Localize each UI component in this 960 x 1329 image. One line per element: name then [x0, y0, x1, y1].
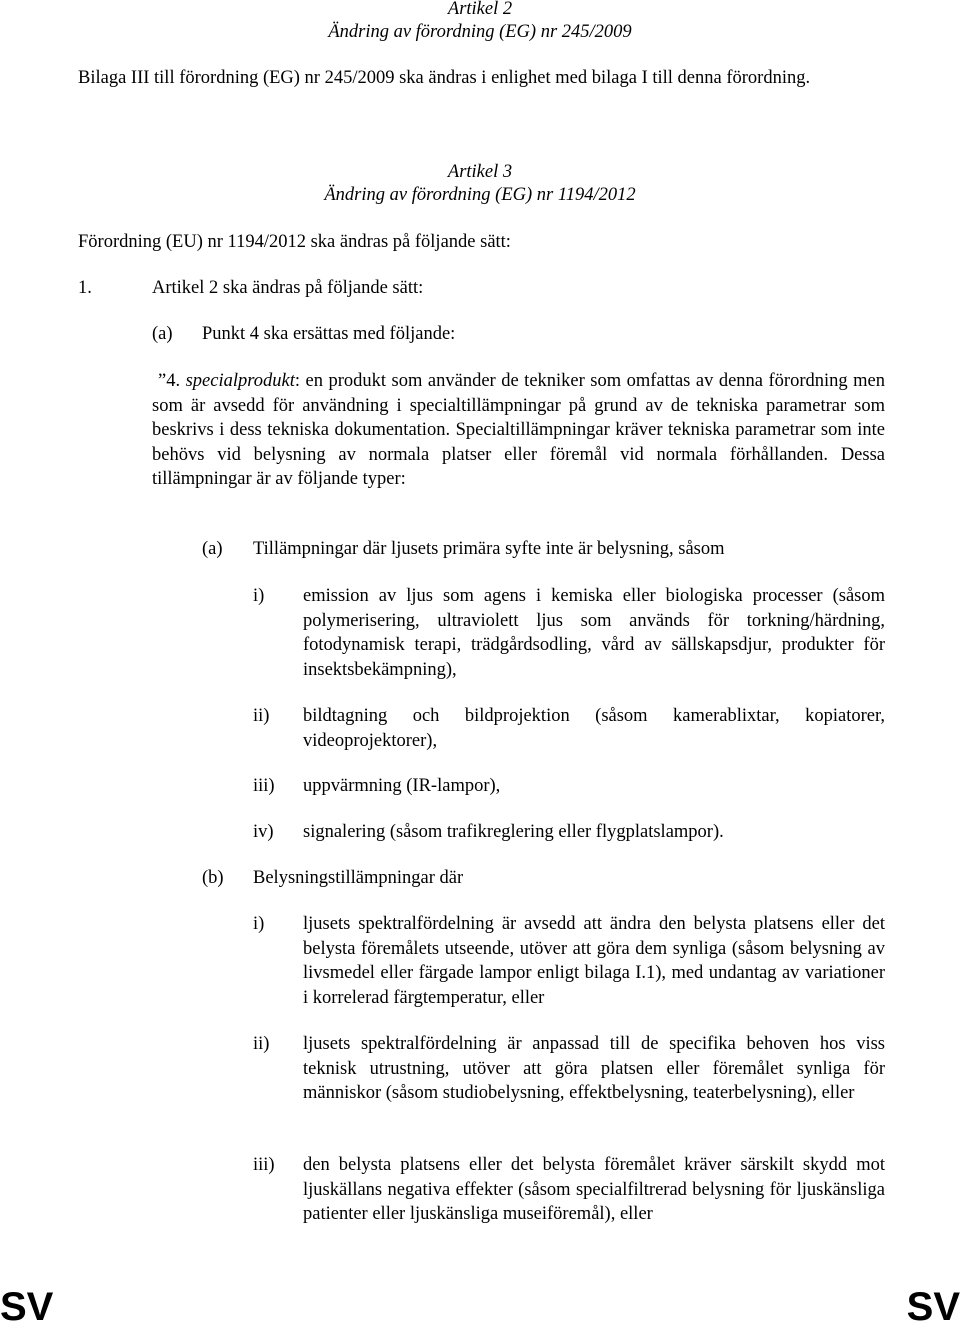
definition-term: specialprodukt	[185, 371, 295, 391]
article-2-title: Ändring av förordning (EG) nr 245/2009	[328, 22, 632, 42]
type-a-item-num: iii)	[253, 776, 275, 796]
article-3-title: Ändring av förordning (EG) nr 1194/2012	[324, 185, 636, 205]
definition-prefix: ”4.	[158, 371, 186, 391]
footer-language-left: SV	[0, 1285, 54, 1329]
type-b-text: Belysningstillämpningar där	[253, 868, 464, 888]
type-a-item-num: i)	[253, 586, 265, 606]
point-1-text: Artikel 2 ska ändras på följande sätt:	[152, 278, 424, 298]
type-b-item-num: i)	[253, 914, 265, 934]
type-b-item-text: ljusets spektralfördelning är anpassad till de specifika behoven hos viss teknisk utrustning, utöver att göra platsen eller föremålet synliga för människor (såsom studiobelysning, effektbelysning, teaterbelysning), eller	[303, 1034, 885, 1103]
type-b-item-text: den belysta platsens eller det belysta föremålet kräver särskilt skydd mot ljuskällans negativa effekter (såsom specialfiltrerad belysning för ljuskänsliga patienter eller ljuskänsliga museiföremål), eller	[303, 1155, 885, 1224]
footer-language-right: SV	[906, 1285, 960, 1329]
type-a-label: (a)	[202, 539, 223, 559]
article-3-heading: Artikel 3	[447, 162, 513, 182]
type-b-label: (b)	[202, 868, 224, 888]
type-a-item-text: uppvärmning (IR-lampor),	[303, 776, 501, 796]
article-2-body: Bilaga III till förordning (EG) nr 245/2009 ska ändras i enlighet med bilaga I till denna förordning.	[78, 68, 811, 88]
type-b-item-num: ii)	[253, 1034, 270, 1054]
definition-paragraph	[152, 369, 885, 492]
sub-a-text: Punkt 4 ska ersättas med följande:	[202, 324, 456, 344]
article-2-heading: Artikel 2	[447, 0, 513, 19]
type-a-item-text: signalering (såsom trafikreglering eller flygplatslampor).	[303, 822, 724, 842]
point-1-number: 1.	[78, 278, 92, 298]
type-a-text: Tillämpningar där ljusets primära syfte inte är belysning, såsom	[253, 539, 725, 559]
type-b-item-text: ljusets spektralfördelning är avsedd att ändra den belysta platsens eller det belysta föremålets utseende, utöver att göra dem synliga (såsom belysning av livsmedel eller färgade lampor enligt bilaga I.1), med undantag av variationer i korrelerad färgtemperatur, eller	[303, 914, 885, 1008]
article-3-intro: Förordning (EU) nr 1194/2012 ska ändras på följande sätt:	[78, 232, 511, 252]
type-a-item-text: bildtagning och bildprojektion (såsom kamerablixtar, kopiatorer, videoprojektorer),	[303, 706, 885, 751]
type-b-item-num: iii)	[253, 1155, 275, 1175]
type-a-item-num: iv)	[253, 822, 274, 842]
definition-text: : en produkt som använder de tekniker som omfattas av denna förordning men som är avsedd för användning i specialtillämpningar på grund av de tekniska parametrar som beskrivs i dess tekniska dokumentation. Specialtillämpningar kräver tekniska parametrar som inte behövs vid belysning av normala platser eller föremål vid normala förhållanden. Dessa tillämpningar är av följande typer:	[152, 371, 885, 489]
type-a-item-text: emission av ljus som agens i kemiska eller biologiska processer (såsom polymerisering, ultraviolett ljus som används för torkning/härdning, fotodynamisk terapi, trädgårdsodling, vård av sällskapsdjur, produkter för insektsbekämpning),	[303, 586, 885, 680]
sub-a-label: (a)	[152, 324, 173, 344]
type-a-item-num: ii)	[253, 706, 270, 726]
